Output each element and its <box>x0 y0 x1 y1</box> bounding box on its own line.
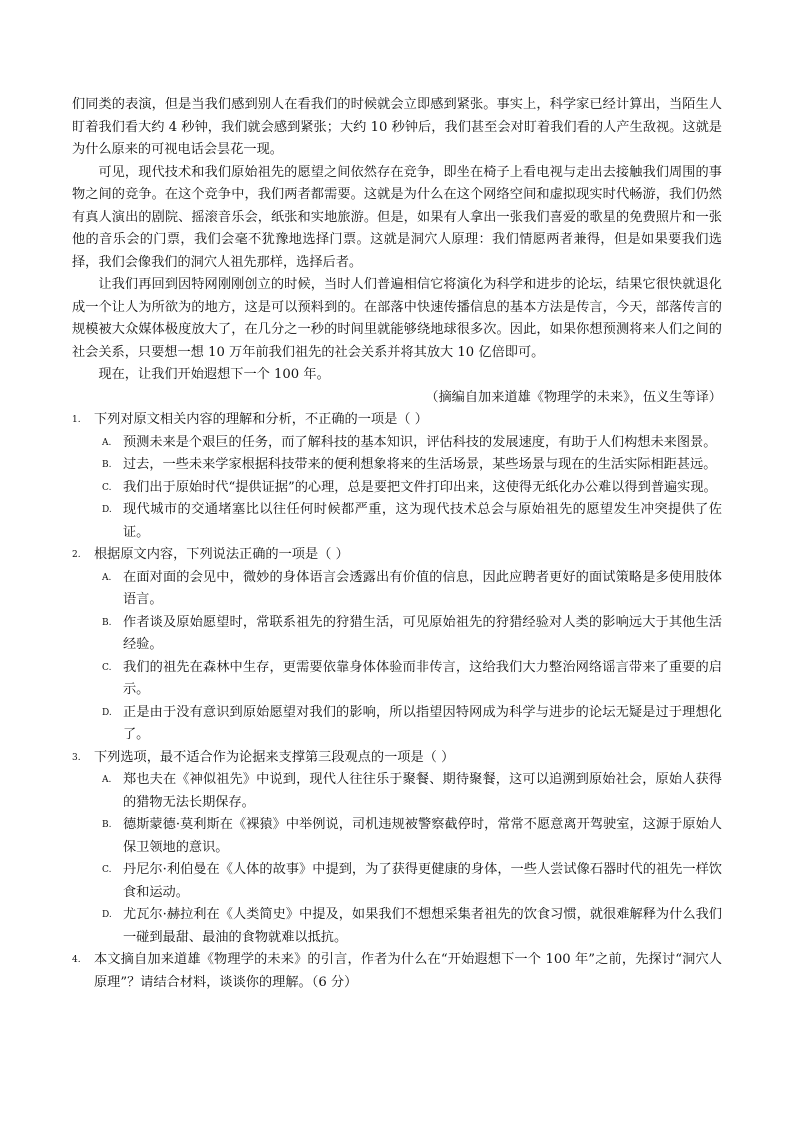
option-label: D. <box>102 910 112 920</box>
option-2c <box>102 657 722 702</box>
option-text: 在面对面的会见中，微妙的身体语言会透露出有价值的信息，因此应聘者更好的面试策略是多使用肢体语言。 <box>123 569 722 607</box>
option-3c <box>102 859 722 904</box>
question-stem: 根据原文内容，下列说法正确的一项是（ ） <box>94 547 349 562</box>
option-label: B. <box>102 820 112 830</box>
option-text: 德斯蒙德·莫利斯在《裸猿》中举例说，司机违规被警察截停时，常常不愿意离开驾驶室，这源于原始人保卫领地的意识。 <box>123 817 722 855</box>
option-text: 预测未来是个艰巨的任务，而了解科技的基本知识，评估科技的发展速度，有助于人们构想未来图景。 <box>123 434 717 450</box>
option-3d <box>102 904 722 949</box>
option-3a <box>102 769 722 814</box>
option-1c <box>102 477 722 500</box>
option-label: D. <box>102 505 112 515</box>
question-4 <box>72 949 722 994</box>
option-label: B. <box>102 460 112 470</box>
passage-paragraph-2: 可见，现代技术和我们原始祖先的愿望之间依然存在竞争，即坐在椅子上看电视与走出去接触我们周围的事物之间的竞争。在这个竞争中，我们两者都需要。这就是为什么在这个网络空间和虚拟现实时代畅游，我们仍然有真人演出的剧院、摇滚音乐会，纸张和实地旅游。但是，如果有人拿出一张我们喜爱的歌星的免费照片和一张他的音乐会的门票，我们会毫不犹豫地选择门票。这就是洞穴人原理：我们情愿两者兼得，但是如果要我们选择，我们会像我们的洞穴人祖先那样，选择后者。 <box>72 164 722 270</box>
question-number: 4. <box>72 955 81 965</box>
option-1a <box>102 432 722 455</box>
option-label: D. <box>102 707 112 718</box>
option-label: A. <box>102 437 112 448</box>
question-stem: 下列选项，最不适合作为论据来支撑第三段观点的一项是（ ） <box>94 749 455 765</box>
option-3b <box>102 814 722 859</box>
option-label: A. <box>102 775 112 785</box>
option-text: 我们的祖先在森林中生存，更需要依靠身体体验而非传言，这给我们大力整治网络谣言带来了重要的启示。 <box>123 659 722 697</box>
question-2 <box>72 544 722 567</box>
option-text: 丹尼尔·利伯曼在《人体的故事》中提到，为了获得更健康的身体，一些人尝试像石器时代的祖先一样饮食和运动。 <box>123 862 722 900</box>
option-text: 作者谈及原始愿望时，常联系祖先的狩猎生活，可见原始祖先的狩猎经验对人类的影响远大于其他生活经验。 <box>123 614 722 652</box>
question-number: 2. <box>72 550 81 560</box>
option-text: 尤瓦尔·赫拉利在《人类简史》中提及，如果我们不想想采集者祖先的饮食习惯，就很难解释为什么我们一碰到最甜、最油的食物就难以抵抗。 <box>123 907 722 945</box>
option-label: C. <box>102 865 112 875</box>
option-1b <box>102 454 722 477</box>
passage-paragraph-4: 现在，让我们开始遐想下一个 100 年。 <box>98 367 330 382</box>
option-2a <box>102 567 722 612</box>
option-text: 郑也夫在《神似祖先》中说到，现代人往往乐于聚餐、期待聚餐，这可以追溯到原始社会，原始人获得的猎物无法长期保存。 <box>123 772 722 810</box>
option-2d <box>102 702 722 747</box>
question-3 <box>72 747 722 770</box>
question-stem: 本文摘自加来道雄《物理学的未来》的引言，作者为什么在“开始遐想下一个 100 年”之前，先探讨“洞穴人原理”？请结合材料，谈谈你的理解。（6 分） <box>94 952 722 990</box>
question-1 <box>72 409 722 432</box>
option-label: C. <box>102 662 112 673</box>
option-label: C. <box>102 482 112 493</box>
option-1d <box>102 499 722 544</box>
option-label: B. <box>102 617 112 628</box>
option-label: A. <box>102 572 112 583</box>
option-text: 正是由于没有意识到原始愿望对我们的影响，所以指望因特网成为科学与进步的论坛无疑是过于理想化了。 <box>123 704 722 742</box>
question-number: 1. <box>72 415 81 425</box>
source-citation: （摘编自加来道雄《物理学的未来》，伍义生等译） <box>425 389 722 405</box>
passage-paragraph-3: 让我们再回到因特网刚刚创立的时候，当时人们普遍相信它将演化为科学和进步的论坛，结果它很快就退化成一个让人为所欲为的地方，这是可以预料到的。在部落中快速传播信息的基本方法是传言，今天，部落传言的规模被大众媒体极度放大了，在几分之一秒的时间里就能够绕地球很多次。因此，如果你想预测将来人们之间的社会关系，只要想一想 10 万年前我们祖先的社会关系并将其放大 10 亿倍即可。 <box>72 277 722 360</box>
option-text: 过去，一些未来学家根据科技带来的便利想象将来的生活场景，某些场景与现在的生活实际相距甚远。 <box>123 457 717 472</box>
exam-page <box>72 94 722 994</box>
question-stem: 下列对原文相关内容的理解和分析，不正确的一项是（ ） <box>94 412 428 427</box>
option-text: 现代城市的交通堵塞比以往任何时候都严重，这为现代技术总会与原始祖先的愿望发生冲突提供了佐证。 <box>123 502 722 540</box>
option-2b <box>102 612 722 657</box>
passage-paragraph-1: 们同类的表演，但是当我们感到别人在看我们的时候就会立即感到紧张。事实上，科学家已经计算出，当陌生人盯着我们看大约 4 秒钟，我们就会感到紧张；大约 10 秒钟后，我们甚至会对盯着我们看的人产生敌视。这就是为什么原来的可视电话会昙花一现。 <box>72 97 722 157</box>
question-number: 3. <box>72 752 81 763</box>
option-text: 我们出于原始时代“提供证据”的心理，总是要把文件打印出来，这使得无纸化办公难以得到普遍实现。 <box>123 479 717 495</box>
